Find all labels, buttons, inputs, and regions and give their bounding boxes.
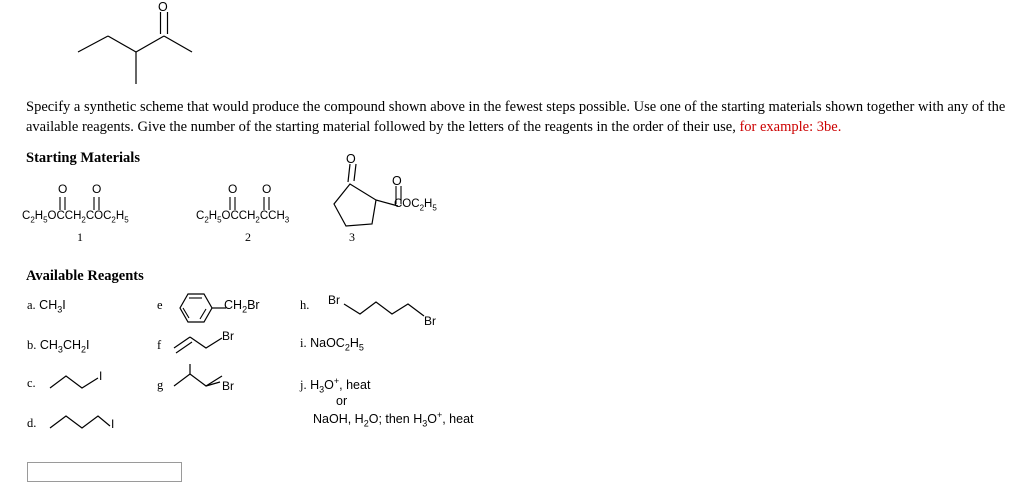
reagent-g xyxy=(157,378,163,393)
reagent-h-bromine-right: Br xyxy=(424,314,436,328)
sm2-oxygen-2: O xyxy=(262,182,272,196)
reagent-a-tag: a. xyxy=(27,298,36,312)
available-reagents-group xyxy=(0,288,1024,438)
starting-materials-heading: Starting Materials xyxy=(26,150,140,166)
reagent-d-iodine: I xyxy=(111,417,115,431)
reagent-d-structure xyxy=(48,408,128,436)
reagent-b-label: $CH_3CH_2I$ xyxy=(39,338,90,355)
reagent-j-tag: j. xyxy=(300,378,307,393)
reagent-d xyxy=(27,416,36,431)
starting-material-1 xyxy=(22,168,172,244)
reagent-e-tag: e xyxy=(157,298,163,312)
reagent-g-tag: g xyxy=(157,378,164,392)
sm1-oxygen-2: O xyxy=(92,182,102,196)
reagent-i-label: $NaOC_2H_5$ xyxy=(310,336,364,353)
reagent-a-label: $CH_3I$ xyxy=(39,298,66,315)
reagent-c-structure xyxy=(48,368,118,396)
sm2-number: 2 xyxy=(245,230,251,244)
sm1-number: 1 xyxy=(77,230,83,244)
sm2-oxygen-1: O xyxy=(228,182,238,196)
reagent-i-tag: i. xyxy=(300,336,307,350)
sm3-formula: $COC_2H_5$ xyxy=(394,198,437,213)
sm3-ring-oxygen: O xyxy=(346,152,356,166)
available-reagents-heading: Available Reagents xyxy=(26,268,144,284)
reagent-a xyxy=(27,298,66,315)
reagent-b xyxy=(27,338,90,355)
reagent-e-structure xyxy=(170,288,280,328)
reagent-j-label-line2: NaOH, $H_2O$; then $H_3O^+$, heat xyxy=(313,410,474,429)
sm2-formula: $C_2H_5OCCH_2CCH_3$ xyxy=(196,210,290,225)
carbonyl-oxygen-label: O xyxy=(158,0,168,14)
reagent-e xyxy=(157,298,163,313)
answer-input[interactable] xyxy=(27,462,182,482)
reagent-c-iodine: I xyxy=(99,369,103,383)
reagent-f-bromine: Br xyxy=(222,329,234,343)
reagent-h-bromine-left: Br xyxy=(328,293,340,307)
starting-material-3 xyxy=(320,154,480,244)
reagent-b-tag: b. xyxy=(27,338,37,352)
reagent-f xyxy=(157,338,161,353)
sm3-ester-oxygen: O xyxy=(392,174,402,188)
reagent-f-structure xyxy=(172,330,252,360)
reagent-c xyxy=(27,376,36,391)
question-text: Specify a synthetic scheme that would produce the compound shown above in the fewest steps possible. Use one of the starting materials shown together with any of the available reagents. Give the number of the starting material followed by the letters of the reagents in the order of their use, xyxy=(26,99,1006,135)
reagent-h-structure xyxy=(328,292,458,332)
reagent-g-bromine: Br xyxy=(222,379,234,393)
reagent-g-structure xyxy=(170,364,260,404)
sm1-formula: $C_2H_5OCCH_2COC_2H_5$ xyxy=(22,210,129,225)
reagent-j-or: or xyxy=(336,394,348,408)
sm1-oxygen-1: O xyxy=(58,182,68,196)
sm3-number: 3 xyxy=(349,230,355,244)
reagent-j xyxy=(300,376,370,395)
reagent-j-label-line1: $H_3O^+$, heat xyxy=(310,376,371,395)
reagent-f-tag: f xyxy=(157,338,162,352)
question-example: for example: 3be. xyxy=(739,118,842,135)
reagent-d-tag: d. xyxy=(27,416,37,430)
reagent-c-tag: c. xyxy=(27,376,36,390)
reagent-h-tag: h. xyxy=(300,298,310,312)
question-prompt xyxy=(26,98,1006,137)
reagent-i xyxy=(300,336,364,353)
product-structure xyxy=(60,0,260,95)
reagent-e-label: $CH_2Br$ xyxy=(224,298,260,315)
reagent-h xyxy=(300,298,309,313)
